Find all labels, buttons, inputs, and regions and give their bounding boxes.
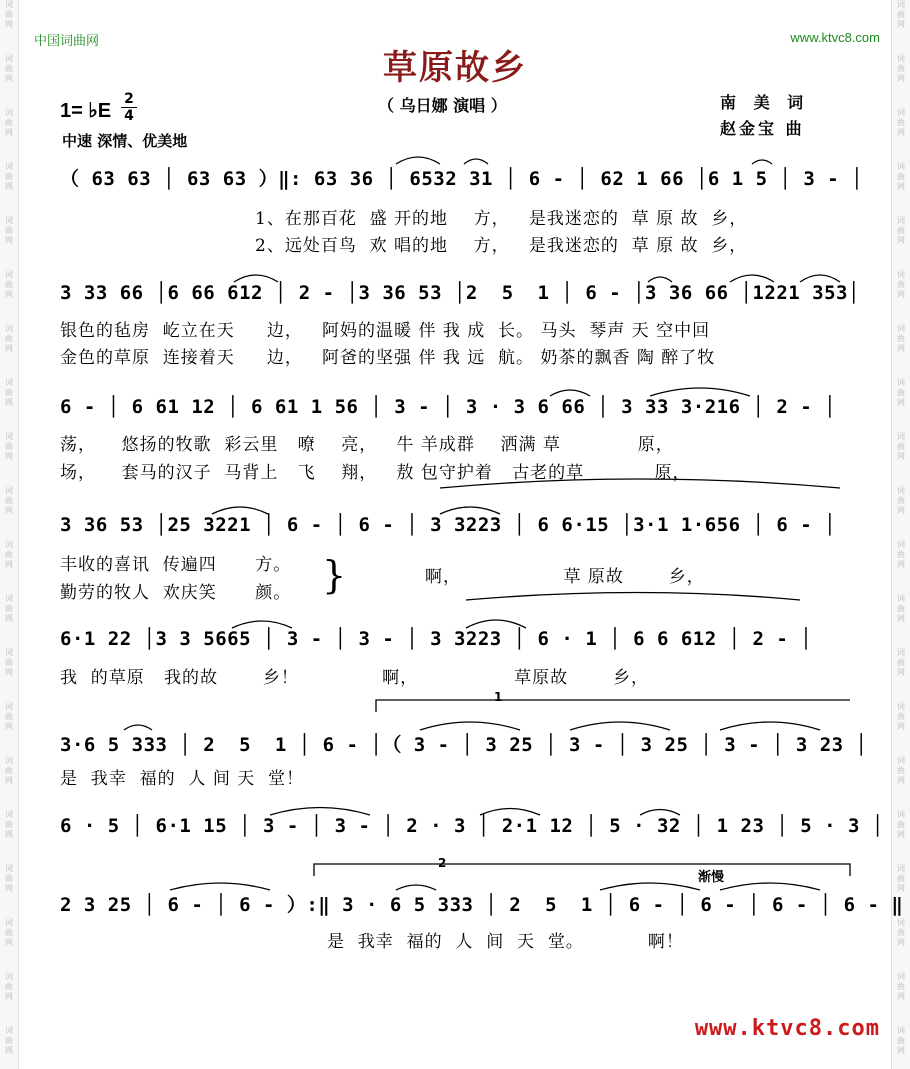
watermark-glyph: 曲 — [897, 496, 905, 505]
watermark-glyph: 网 — [897, 506, 905, 515]
watermark-gap — [892, 1002, 910, 1026]
watermark-gap — [0, 462, 18, 486]
watermark-glyph: 网 — [5, 1046, 13, 1055]
lyric-row-8: 是 我幸 福的 人 间 天 堂。 啊！ — [327, 932, 684, 952]
watermark-gap — [0, 948, 18, 972]
watermark-glyph: 网 — [5, 830, 13, 839]
watermark-glyph: 词 — [5, 702, 13, 711]
watermark-glyph: 网 — [897, 776, 905, 785]
site-url: www.ktvc8.com — [790, 30, 880, 45]
watermark-glyph: 词 — [897, 594, 905, 603]
watermark-glyph: 词 — [5, 432, 13, 441]
watermark-glyph: 词 — [897, 162, 905, 171]
watermark-glyph: 网 — [5, 236, 13, 245]
lyricist-credit: 南 美 词 — [720, 93, 810, 112]
watermark-glyph: 词 — [5, 378, 13, 387]
watermark-glyph: 曲 — [897, 550, 905, 559]
watermark-glyph: 网 — [5, 668, 13, 677]
watermark-glyph: 词 — [897, 756, 905, 765]
watermark-gap — [892, 1056, 910, 1069]
watermark-glyph: 词 — [5, 162, 13, 171]
watermark-glyph: 曲 — [897, 118, 905, 127]
watermark-glyph: 词 — [897, 324, 905, 333]
first-ending-label: 1 — [494, 690, 503, 704]
watermark-gap — [892, 786, 910, 810]
watermark-glyph: 词 — [5, 810, 13, 819]
watermark-gap — [892, 408, 910, 432]
watermark-glyph: 网 — [5, 614, 13, 623]
watermark-gap — [0, 678, 18, 702]
footer-site-logo: www.ktvc8.com — [694, 1016, 880, 1041]
watermark-glyph: 曲 — [5, 712, 13, 721]
watermark-gap — [0, 624, 18, 648]
watermark-gap — [892, 570, 910, 594]
watermark-glyph: 曲 — [897, 712, 905, 721]
watermark-glyph: 词 — [5, 864, 13, 873]
watermark-glyph: 词 — [897, 540, 905, 549]
watermark-glyph: 网 — [897, 452, 905, 461]
watermark-glyph: 网 — [5, 74, 13, 83]
notation-row-5: 6·1 22 │3 3 5665 │ 3 - │ 3 - │ 3 3223 │ 6 · 1 │ 6 6 612 │ 2 - │ — [60, 628, 813, 650]
watermark-glyph: 网 — [5, 992, 13, 1001]
watermark-glyph: 网 — [5, 128, 13, 137]
watermark-glyph: 词 — [5, 540, 13, 549]
watermark-glyph: 词 — [5, 108, 13, 117]
watermark-glyph: 词 — [897, 972, 905, 981]
watermark-glyph: 曲 — [5, 496, 13, 505]
watermark-glyph: 曲 — [5, 928, 13, 937]
watermark-glyph: 网 — [897, 128, 905, 137]
watermark-gap — [892, 246, 910, 270]
watermark-gap — [0, 840, 18, 864]
watermark-glyph: 词 — [897, 486, 905, 495]
watermark-glyph: 词 — [5, 0, 13, 9]
watermark-glyph: 词 — [897, 864, 905, 873]
watermark-glyph: 网 — [897, 830, 905, 839]
watermark-gap — [892, 948, 910, 972]
notation-row-4: 3 36 53 │25 3221 │ 6 - │ 6 - │ 3 3223 │ 6 6·15 │3·1 1·656 │ 6 - │ — [60, 514, 837, 536]
watermark-gap — [0, 516, 18, 540]
time-top: 2 — [124, 91, 134, 107]
watermark-gap — [892, 624, 910, 648]
watermark-glyph: 曲 — [5, 766, 13, 775]
watermark-glyph: 网 — [897, 722, 905, 731]
watermark-gap — [0, 246, 18, 270]
watermark-glyph: 网 — [5, 776, 13, 785]
watermark-glyph: 词 — [5, 972, 13, 981]
watermark-glyph: 词 — [5, 648, 13, 657]
watermark-glyph: 网 — [5, 290, 13, 299]
watermark-glyph: 词 — [897, 918, 905, 927]
watermark-gap — [0, 732, 18, 756]
time-bottom: 4 — [124, 108, 134, 124]
watermark-glyph: 词 — [5, 486, 13, 495]
notation-row-6: 3·6 5 333 │ 2 5 1 │ 6 - │（ 3 - │ 3 25 │ 3 - │ 3 25 │ 3 - │ 3 23 │ — [60, 734, 868, 756]
watermark-glyph: 曲 — [5, 1036, 13, 1045]
watermark-gap — [892, 354, 910, 378]
watermark-glyph: 网 — [5, 722, 13, 731]
watermark-glyph: 曲 — [5, 658, 13, 667]
notation-row-3: 6 - │ 6 61 12 │ 6 61 1 56 │ 3 - │ 3 · 3 6 66 │ 3 33 3·216 │ 2 - │ — [60, 396, 837, 418]
watermark-glyph: 曲 — [5, 64, 13, 73]
lyric-row-6: 是 我幸 福的 人 间 天 堂！ — [60, 769, 305, 789]
watermark-glyph: 曲 — [897, 280, 905, 289]
watermark-glyph: 词 — [5, 324, 13, 333]
watermark-glyph: 曲 — [5, 442, 13, 451]
watermark-glyph: 网 — [897, 20, 905, 29]
watermark-glyph: 曲 — [5, 874, 13, 883]
watermark-glyph: 曲 — [5, 982, 13, 991]
watermark-glyph: 曲 — [897, 982, 905, 991]
watermark-glyph: 曲 — [897, 64, 905, 73]
watermark-glyph: 网 — [897, 992, 905, 1001]
watermark-glyph: 网 — [897, 236, 905, 245]
lyric-row-2-verse-2: 金色的草原 连接着天 边， 阿爸的坚强 伴 我 远 航。 奶茶的飘香 陶 醉了牧 — [60, 348, 716, 368]
watermark-glyph: 曲 — [5, 280, 13, 289]
watermark-glyph: 曲 — [5, 226, 13, 235]
watermark-glyph: 曲 — [5, 388, 13, 397]
watermark-glyph: 曲 — [5, 172, 13, 181]
watermark-glyph: 网 — [5, 20, 13, 29]
watermark-glyph: 网 — [5, 182, 13, 191]
tempo-marking: 中速 深情、优美地 — [62, 132, 188, 150]
watermark-glyph: 曲 — [897, 658, 905, 667]
watermark-glyph: 曲 — [897, 604, 905, 613]
song-title: 草原故乡 — [383, 48, 527, 88]
watermark-glyph: 词 — [897, 0, 905, 9]
watermark-glyph: 网 — [5, 506, 13, 515]
watermark-glyph: 词 — [897, 216, 905, 225]
watermark-gap — [892, 678, 910, 702]
lyric-row-3-verse-1: 荡， 悠扬的牧歌 彩云里 嘹 亮， 牛 羊成群 洒满 草 原， — [60, 435, 674, 455]
watermark-glyph: 网 — [897, 938, 905, 947]
notation-row-7: 6 · 5 │ 6·1 15 │ 3 - │ 3 - │ 2 · 3 │ 2·1 12 │ 5 · 32 │ 1 23 │ 5 · 3 │ — [60, 815, 884, 837]
lyric-row-1-verse-1: 1、在那百花 盛 开的地 方， 是我迷恋的 草 原 故 乡， — [255, 209, 748, 229]
key-signature: 1= ♭E — [60, 100, 112, 122]
performer: （ 乌日娜 演唱 ） — [378, 96, 507, 115]
watermark-gap — [892, 300, 910, 324]
watermark-glyph: 词 — [897, 432, 905, 441]
watermark-gap — [892, 516, 910, 540]
watermark-glyph: 曲 — [897, 820, 905, 829]
watermark-glyph: 词 — [897, 378, 905, 387]
watermark-glyph: 网 — [897, 1046, 905, 1055]
watermark-glyph: 曲 — [897, 388, 905, 397]
watermark-glyph: 词 — [897, 810, 905, 819]
watermark-glyph: 网 — [897, 74, 905, 83]
watermark-glyph: 曲 — [897, 10, 905, 19]
site-name-cn: 中国词曲网 — [34, 34, 100, 49]
watermark-glyph: 词 — [5, 756, 13, 765]
watermark-glyph: 曲 — [5, 550, 13, 559]
watermark-glyph: 网 — [897, 884, 905, 893]
lyric-row-5: 我 的草原 我的故 乡！ 啊， 草原故 乡， — [60, 668, 649, 688]
watermark-glyph: 网 — [897, 182, 905, 191]
watermark-glyph: 词 — [897, 648, 905, 657]
watermark-gap — [0, 570, 18, 594]
watermark-glyph: 网 — [5, 884, 13, 893]
watermark-glyph: 词 — [897, 1026, 905, 1035]
ritardando-marking: 渐慢 — [698, 870, 725, 885]
watermark-glyph: 网 — [5, 938, 13, 947]
watermark-glyph: 网 — [897, 290, 905, 299]
watermark-gap — [0, 408, 18, 432]
watermark-glyph: 词 — [897, 54, 905, 63]
second-ending-label: 2 — [438, 856, 447, 870]
watermark-glyph: 词 — [5, 216, 13, 225]
watermark-glyph: 网 — [897, 614, 905, 623]
watermark-glyph: 词 — [897, 108, 905, 117]
time-signature — [121, 92, 137, 123]
lyric-row-2-verse-1: 银色的毡房 屹立在天 边， 阿妈的温暖 伴 我 成 长。 马头 琴声 天 空中回 — [60, 321, 711, 341]
watermark-glyph: 曲 — [5, 334, 13, 343]
watermark-glyph: 曲 — [897, 226, 905, 235]
watermark-glyph: 词 — [5, 594, 13, 603]
watermark-glyph: 网 — [5, 560, 13, 569]
watermark-gap — [0, 138, 18, 162]
watermark-glyph: 曲 — [897, 334, 905, 343]
watermark-glyph: 曲 — [5, 820, 13, 829]
watermark-glyph: 网 — [5, 398, 13, 407]
watermark-glyph: 词 — [897, 702, 905, 711]
watermark-gap — [0, 354, 18, 378]
watermark-glyph: 词 — [5, 270, 13, 279]
watermark-gap — [0, 786, 18, 810]
notation-row-2: 3 33 66 │6 66 612 │ 2 - │3 36 53 │2 5 1 │ 6 - │3 36 66 │1221 353│ — [60, 282, 860, 304]
watermark-gap — [0, 1056, 18, 1069]
notation-row-1: （ 63 63 │ 63 63 ）‖: 63 36 │ 6532 31 │ 6 - │ 62 1 66 │6 1 5 │ 3 - │ — [60, 168, 864, 190]
watermark-glyph: 曲 — [897, 442, 905, 451]
watermark-glyph: 网 — [897, 398, 905, 407]
watermark-gap — [0, 300, 18, 324]
watermark-glyph: 曲 — [897, 172, 905, 181]
watermark-glyph: 词 — [5, 918, 13, 927]
composer-credit: 赵金宝 曲 — [720, 119, 805, 138]
left-watermark-strip — [0, 0, 19, 1069]
watermark-glyph: 网 — [897, 668, 905, 677]
watermark-gap — [892, 138, 910, 162]
watermark-gap — [0, 192, 18, 216]
watermark-glyph: 网 — [897, 344, 905, 353]
watermark-glyph: 曲 — [897, 928, 905, 937]
notation-row-8: 2 3 25 │ 6 - │ 6 - ）:‖ 3 · 6 5 333 │ 2 5 1 │ 6 - │ 6 - │ 6 - │ 6 - ‖ — [60, 894, 904, 916]
watermark-glyph: 网 — [897, 560, 905, 569]
watermark-glyph: 词 — [897, 270, 905, 279]
watermark-glyph: 网 — [5, 344, 13, 353]
watermark-gap — [892, 840, 910, 864]
watermark-glyph: 词 — [5, 54, 13, 63]
watermark-glyph: 曲 — [5, 10, 13, 19]
lyric-row-4-shared: 啊， 草 原故 乡， — [425, 567, 705, 587]
watermark-gap — [0, 1002, 18, 1026]
lyric-row-4-verse-2: 勤劳的牧人 欢庆笑 颜。 — [60, 583, 292, 603]
watermark-glyph: 曲 — [897, 874, 905, 883]
watermark-gap — [0, 894, 18, 918]
watermark-glyph: 词 — [5, 1026, 13, 1035]
watermark-glyph: 曲 — [897, 766, 905, 775]
watermark-glyph: 网 — [5, 452, 13, 461]
watermark-gap — [892, 462, 910, 486]
watermark-glyph: 曲 — [897, 1036, 905, 1045]
watermark-gap — [892, 732, 910, 756]
watermark-glyph: 曲 — [5, 604, 13, 613]
watermark-glyph: 曲 — [5, 118, 13, 127]
watermark-gap — [892, 192, 910, 216]
verse-brace: } — [322, 553, 347, 597]
lyric-row-1-verse-2: 2、远处百鸟 欢 唱的地 方， 是我迷恋的 草 原 故 乡， — [255, 236, 748, 256]
lyric-row-3-verse-2: 场， 套马的汉子 马背上 飞 翔， 敖 包守护着 古老的草 原， — [60, 463, 691, 483]
lyric-row-4-verse-1: 丰收的喜讯 传遍四 方。 — [60, 555, 292, 575]
